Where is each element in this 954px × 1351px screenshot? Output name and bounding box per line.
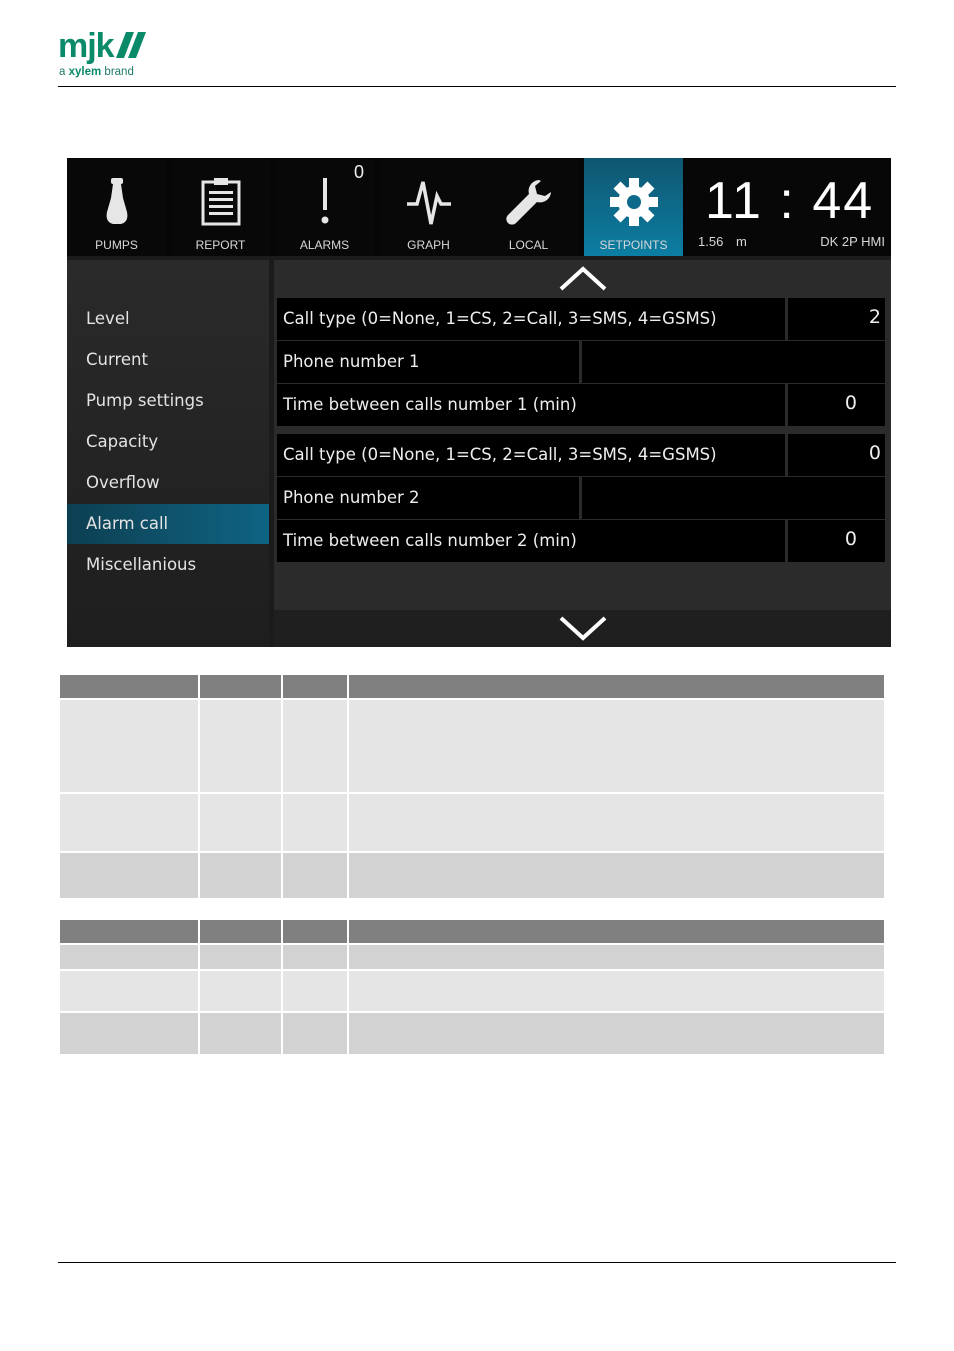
tab-label: GRAPH [407, 238, 450, 252]
tab-label: SETPOINTS [599, 238, 668, 252]
setting-label: Call type (0=None, 1=CS, 2=Call, 3=SMS, 4=GSMS) [277, 434, 785, 476]
setting-value[interactable]: 0 [788, 384, 885, 426]
phone-number-1-field[interactable] [582, 341, 885, 383]
tab-setpoints[interactable] [584, 158, 683, 256]
chevron-up-icon [558, 264, 608, 292]
report-icon [201, 178, 241, 226]
tab-graph[interactable] [379, 158, 478, 256]
phone-number-2-field[interactable] [582, 477, 885, 519]
hmi-screen [67, 158, 891, 647]
setting-label: Phone number 2 [277, 477, 579, 519]
scroll-down-bar [274, 610, 891, 647]
setting-row-phone-number-1[interactable] [277, 341, 885, 383]
setting-row-time-between-calls-2[interactable] [277, 520, 885, 562]
tab-alarms[interactable] [275, 158, 374, 256]
chevron-down-icon [558, 614, 608, 642]
sidebar-item-pump-settings[interactable]: Pump settings [86, 391, 204, 410]
header-rule [58, 86, 896, 87]
table-header-row [60, 675, 884, 698]
graph-icon [407, 178, 451, 226]
gear-icon [609, 177, 659, 227]
table-row [60, 1013, 884, 1054]
sidebar-item-miscellanious[interactable]: Miscellanious [86, 555, 197, 574]
table-header-row [60, 920, 884, 943]
setting-value[interactable]: 2 [788, 298, 885, 340]
setting-label: Time between calls number 1 (min) [277, 384, 785, 426]
hmi-top-bar [67, 158, 891, 256]
tab-pumps[interactable] [67, 158, 166, 256]
setting-value[interactable]: 0 [788, 434, 885, 476]
table-row [60, 945, 884, 969]
logo-wordmark: mjk [58, 27, 114, 65]
tab-local[interactable] [479, 158, 578, 256]
pump-icon [101, 178, 133, 226]
table-row [60, 700, 884, 792]
setting-row-time-between-calls-1[interactable] [277, 384, 885, 426]
setting-row-call-type-2[interactable] [277, 434, 885, 476]
wrench-icon [505, 178, 553, 226]
setting-row-call-type-1[interactable] [277, 298, 885, 340]
setting-row-phone-number-2[interactable] [277, 477, 885, 519]
tab-label: REPORT [195, 238, 246, 252]
parameter-table-1 [60, 675, 884, 898]
parameter-table-2 [60, 920, 884, 1054]
sidebar-item-level[interactable]: Level [86, 309, 130, 328]
settings-panel [274, 260, 891, 647]
level-value: 1.56 [698, 234, 724, 249]
sidebar-item-capacity[interactable]: Capacity [86, 432, 159, 451]
setting-label: Phone number 1 [277, 341, 579, 383]
sidebar-item-overflow[interactable]: Overflow [86, 473, 160, 492]
device-name: DK 2P HMI [820, 234, 885, 249]
tab-label: PUMPS [95, 238, 138, 252]
tab-label: LOCAL [508, 238, 549, 252]
scroll-up-button[interactable] [274, 264, 891, 292]
sidebar-item-alarm-call[interactable]: Alarm call [67, 504, 269, 544]
footer-rule [58, 1262, 896, 1263]
table-row [60, 794, 884, 851]
clock-time: 11 : 44 [705, 172, 875, 230]
setting-label: Time between calls number 2 (min) [277, 520, 785, 562]
tab-label: ALARMS [299, 238, 350, 252]
setpoint-menu [67, 260, 269, 647]
logo-slashes-icon [116, 32, 148, 58]
table-row [60, 853, 884, 898]
clock-panel [687, 158, 891, 256]
sidebar-item-current[interactable]: Current [86, 350, 148, 369]
alarm-count: 0 [353, 162, 364, 182]
setting-label: Call type (0=None, 1=CS, 2=Call, 3=SMS, 4=GSMS) [277, 298, 785, 340]
setting-value[interactable]: 0 [788, 520, 885, 562]
scroll-down-button[interactable] [274, 614, 891, 642]
table-row [60, 971, 884, 1011]
brand-logo [58, 28, 158, 80]
tab-report[interactable] [171, 158, 270, 256]
alarm-icon [318, 178, 332, 226]
logo-tagline: a xylem brand [59, 66, 134, 78]
level-unit: m [736, 234, 747, 249]
